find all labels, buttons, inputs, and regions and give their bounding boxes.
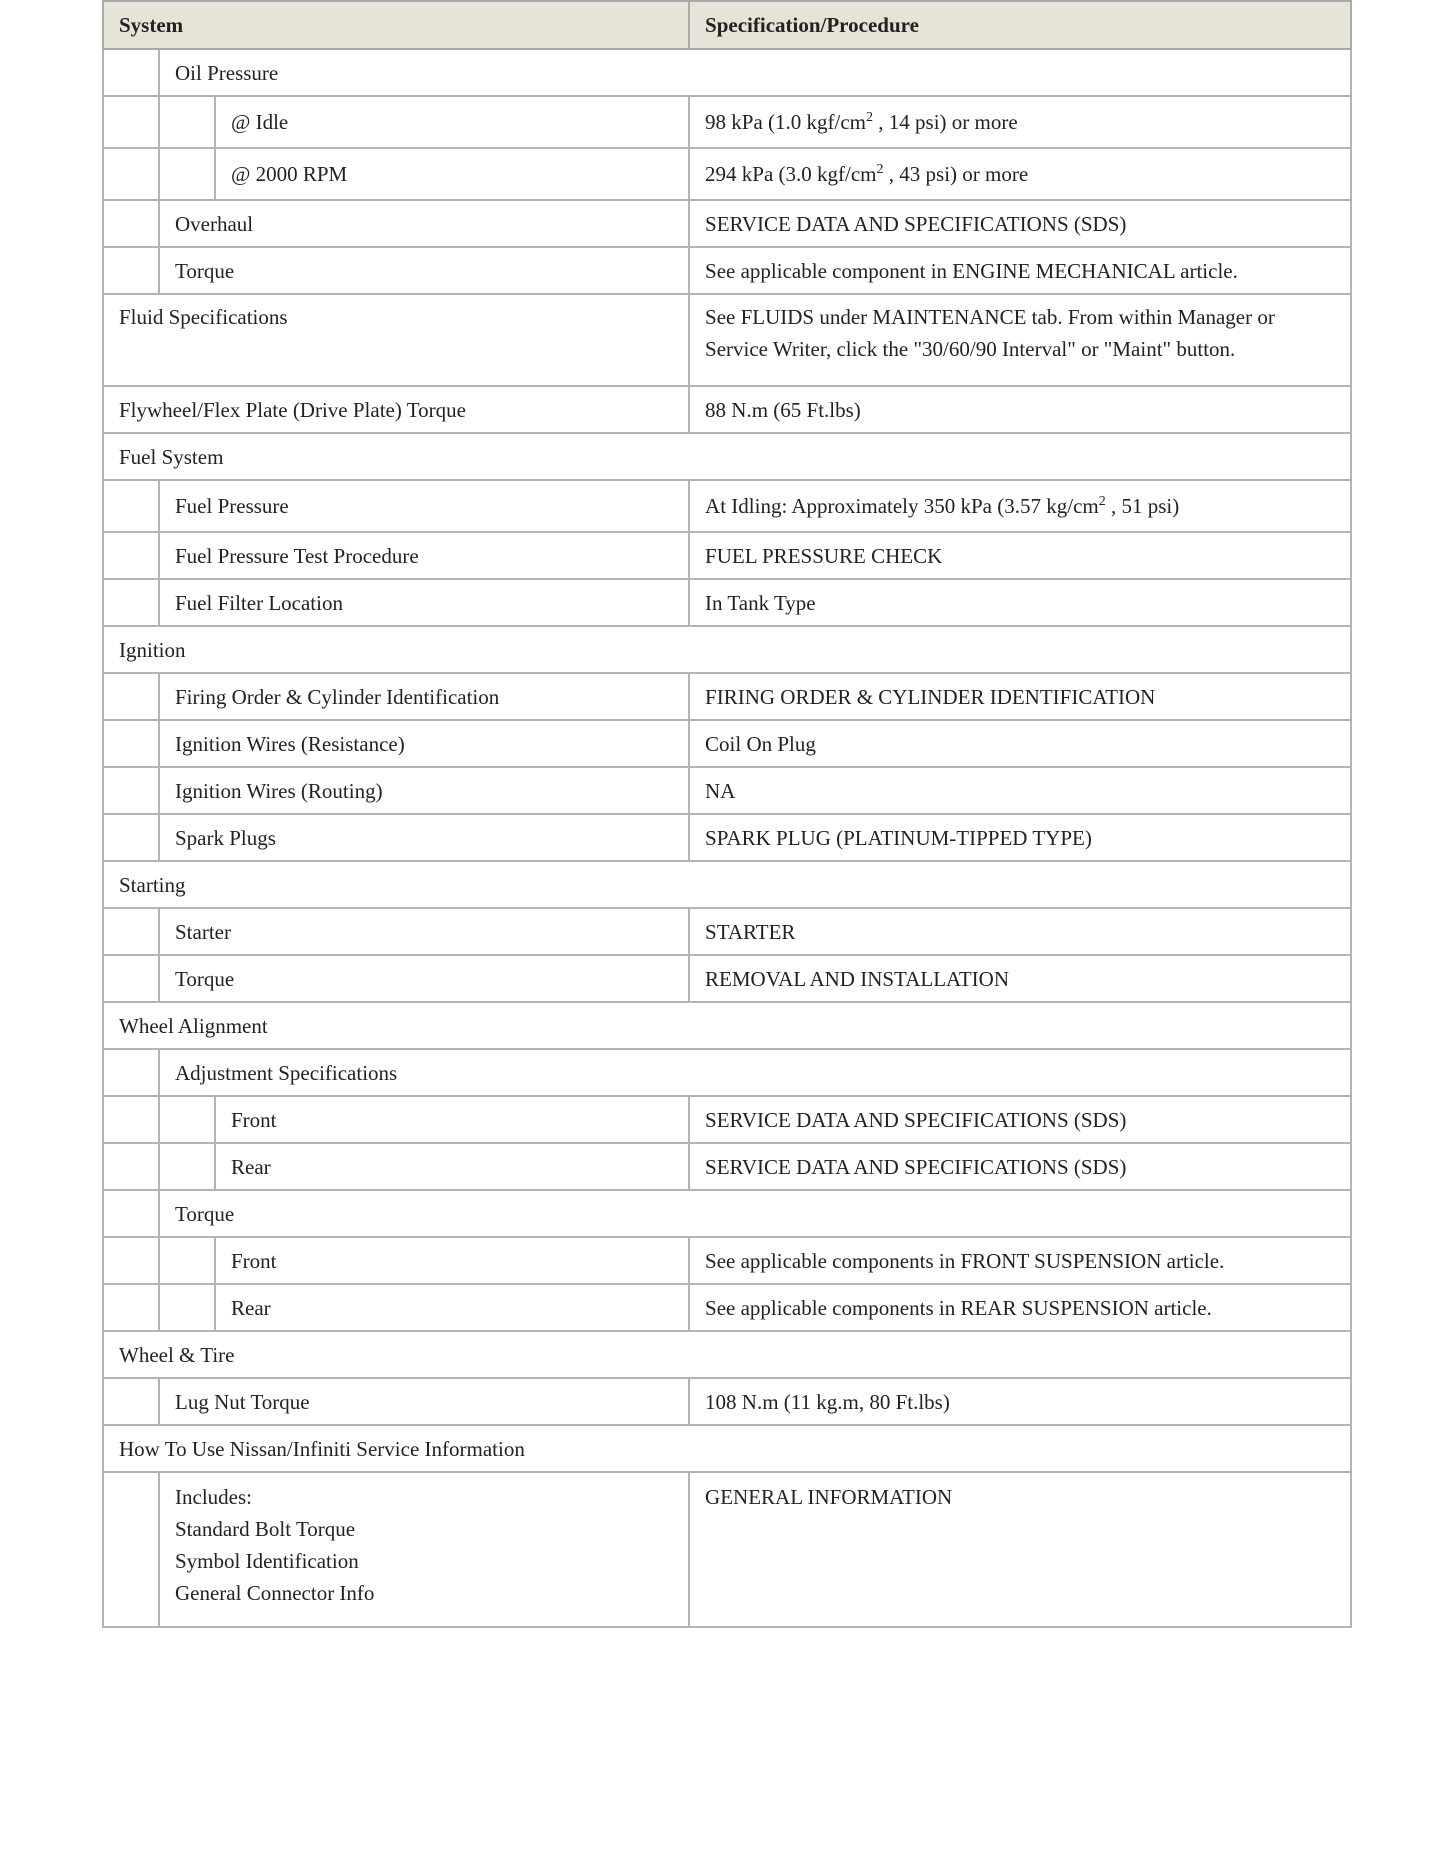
indent-cell [103,767,159,814]
indent-cell [103,673,159,720]
indent-cell [159,96,215,148]
row-value: SERVICE DATA AND SPECIFICATIONS (SDS) [689,1143,1351,1190]
indent-cell [103,247,159,294]
table-row [103,247,1351,294]
row-label: @ Idle [215,96,689,148]
superscript: 2 [866,110,874,125]
table-row [103,1472,1351,1627]
indent-cell [103,908,159,955]
table-row [103,626,1351,673]
table-row [103,386,1351,433]
row-value: 88 N.m (65 Ft.lbs) [689,386,1351,433]
row-label: Front [215,1096,689,1143]
row-label: Ignition Wires (Resistance) [159,720,689,767]
table-row [103,1378,1351,1425]
table-row [103,1143,1351,1190]
indent-cell [103,1049,159,1096]
section-label: Starting [103,861,1351,908]
row-value [689,96,1351,148]
value-tail: , 51 psi) [1105,494,1180,518]
row-value: See applicable component in ENGINE MECHANICAL article. [689,247,1351,294]
row-label: Firing Order & Cylinder Identification [159,673,689,720]
row-label: Starter [159,908,689,955]
row-value: See applicable components in FRONT SUSPENSION article. [689,1237,1351,1284]
table-row [103,1331,1351,1378]
indent-cell [159,1143,215,1190]
indent-cell [103,720,159,767]
table-row [103,1284,1351,1331]
header-spec: Specification/Procedure [689,1,1351,49]
indent-cell [159,1237,215,1284]
row-value: Coil On Plug [689,720,1351,767]
superscript: 2 [1098,494,1106,509]
table-row [103,908,1351,955]
indent-cell [103,532,159,579]
table-header-row [103,1,1351,49]
table-row [103,814,1351,861]
includes-line: Standard Bolt Torque [175,1517,356,1541]
header-system: System [103,1,689,49]
indent-cell [103,1237,159,1284]
row-label: Overhaul [159,200,689,247]
indent-cell [103,49,159,96]
row-label: Fluid Specifications [103,294,689,386]
indent-cell [103,1472,159,1627]
row-value: FIRING ORDER & CYLINDER IDENTIFICATION [689,673,1351,720]
row-label: Torque [159,1190,1351,1237]
indent-cell [103,1378,159,1425]
table-row [103,673,1351,720]
row-label: Oil Pressure [159,49,1351,96]
row-value: 108 N.m (11 kg.m, 80 Ft.lbs) [689,1378,1351,1425]
indent-cell [159,148,215,200]
superscript: 2 [876,162,884,177]
row-value: See FLUIDS under MAINTENANCE tab. From within Manager or Service Writer, click the "30/60/90 Interval" or "Maint" button. [689,294,1351,386]
row-label: Fuel Filter Location [159,579,689,626]
section-label: Wheel Alignment [103,1002,1351,1049]
table-row [103,96,1351,148]
row-label: @ 2000 RPM [215,148,689,200]
section-label: Fuel System [103,433,1351,480]
table-row [103,49,1351,96]
table-row [103,148,1351,200]
table-row [103,861,1351,908]
row-value [689,480,1351,532]
value-text: 294 kPa (3.0 kgf/cm [705,162,877,186]
row-label: Flywheel/Flex Plate (Drive Plate) Torque [103,386,689,433]
table-row [103,720,1351,767]
indent-cell [103,1096,159,1143]
table-row [103,480,1351,532]
indent-cell [103,480,159,532]
row-label: Fuel Pressure Test Procedure [159,532,689,579]
row-label: Adjustment Specifications [159,1049,1351,1096]
indent-cell [159,1096,215,1143]
row-label: Ignition Wires (Routing) [159,767,689,814]
value-tail: , 14 psi) or more [873,110,1018,134]
table-row [103,1096,1351,1143]
indent-cell [103,96,159,148]
includes-line: Symbol Identification [175,1549,359,1573]
row-value: SERVICE DATA AND SPECIFICATIONS (SDS) [689,200,1351,247]
row-value: SERVICE DATA AND SPECIFICATIONS (SDS) [689,1096,1351,1143]
indent-cell [103,814,159,861]
table-row [103,955,1351,1002]
indent-cell [103,955,159,1002]
indent-cell [159,1284,215,1331]
table-row [103,532,1351,579]
row-value: FUEL PRESSURE CHECK [689,532,1351,579]
row-label: Spark Plugs [159,814,689,861]
row-label: Lug Nut Torque [159,1378,689,1425]
indent-cell [103,200,159,247]
table-row [103,579,1351,626]
row-label: Fuel Pressure [159,480,689,532]
row-value [689,148,1351,200]
section-label: Wheel & Tire [103,1331,1351,1378]
indent-cell [103,1284,159,1331]
table-row [103,1002,1351,1049]
value-tail: , 43 psi) or more [883,162,1029,186]
row-label: Front [215,1237,689,1284]
table-row [103,1425,1351,1472]
row-value: STARTER [689,908,1351,955]
row-value: In Tank Type [689,579,1351,626]
includes-line: General Connector Info [175,1581,375,1605]
includes-line: Includes: [175,1485,252,1509]
includes-list [159,1472,689,1627]
row-value: GENERAL INFORMATION [689,1472,1351,1627]
row-label: Rear [215,1284,689,1331]
value-text: 98 kPa (1.0 kgf/cm [705,110,867,134]
row-value: REMOVAL AND INSTALLATION [689,955,1351,1002]
table-row [103,1190,1351,1237]
indent-cell [103,1190,159,1237]
indent-cell [103,579,159,626]
table-row [103,294,1351,386]
table-row [103,200,1351,247]
row-label: Torque [159,955,689,1002]
row-value: See applicable components in REAR SUSPENSION article. [689,1284,1351,1331]
row-value: NA [689,767,1351,814]
table-row [103,1237,1351,1284]
table-row [103,433,1351,480]
table-row [103,767,1351,814]
value-text: At Idling: Approximately 350 kPa (3.57 kg/cm [705,494,1099,518]
indent-cell [103,148,159,200]
table-row [103,1049,1351,1096]
row-value: SPARK PLUG (PLATINUM-TIPPED TYPE) [689,814,1351,861]
row-label: Torque [159,247,689,294]
spec-table [102,0,1352,1628]
section-label: Ignition [103,626,1351,673]
row-label: Rear [215,1143,689,1190]
indent-cell [103,1143,159,1190]
section-label: How To Use Nissan/Infiniti Service Information [103,1425,1351,1472]
